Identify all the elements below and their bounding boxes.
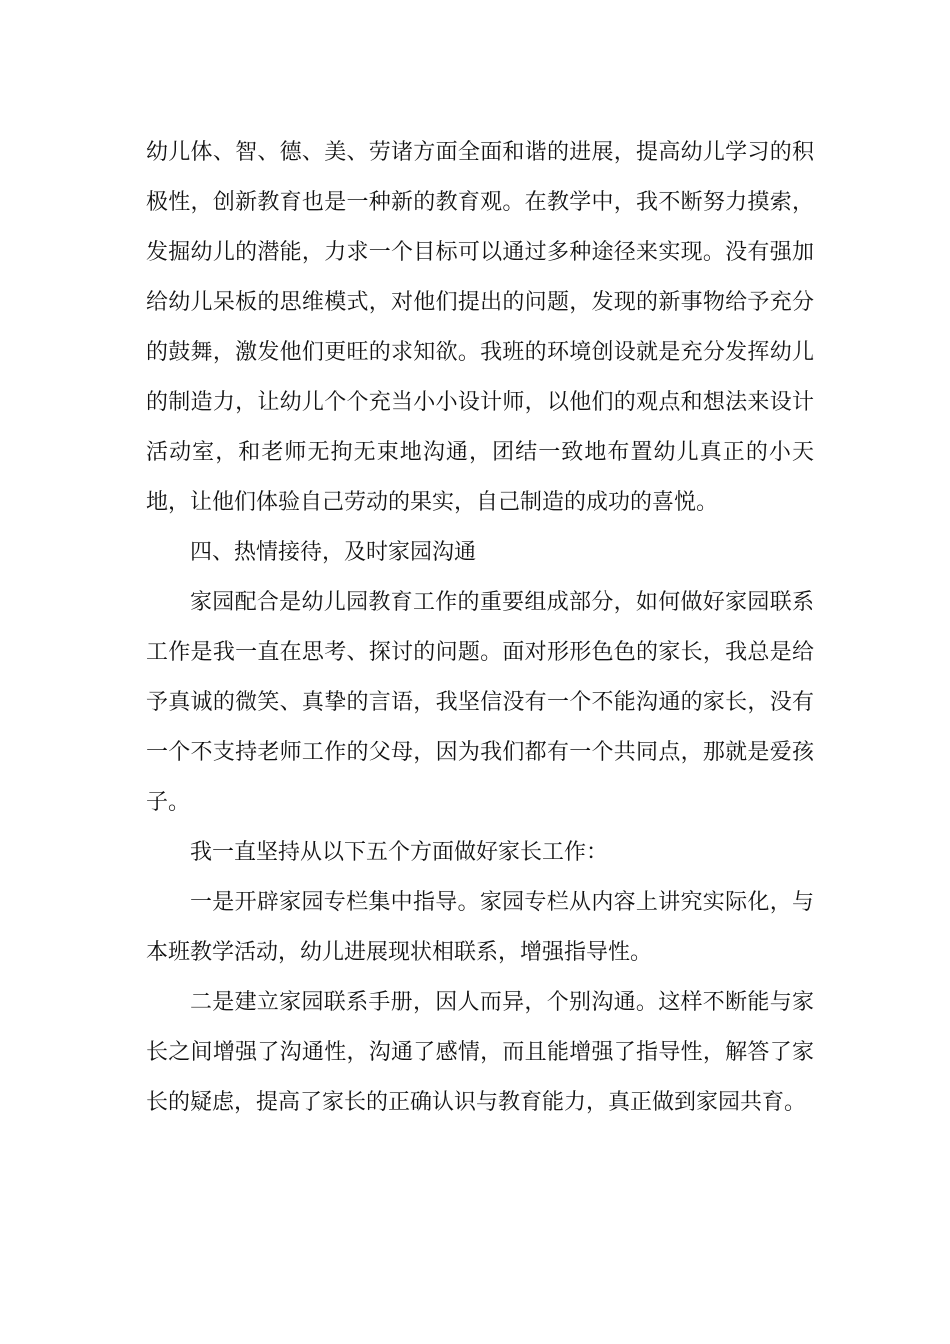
document-body [146,128,814,1128]
paragraph: 一是开辟家园专栏集中指导。家园专栏从内容上讲究实际化，与本班教学活动，幼儿进展现状相联系，增强指导性。 [146,890,814,965]
paragraph-continuation: 幼儿体、智、德、美、劳诸方面全面和谐的进展，提高幼儿学习的积极性，创新教育也是一种新的教育观。在教学中，我不断努力摸索，发掘幼儿的潜能，力求一个目标可以通过多种途径来实现。没有强加给幼儿呆板的思维模式，对他们提出的问题，发现的新事物给予充分的鼓舞，激发他们更旺的求知欲。我班的环境创设就是充分发挥幼儿的制造力，让幼儿个个充当小小设计师，以他们的观点和想法来设计活动室，和老师无拘无束地沟通，团结一致地布置幼儿真正的小天地，让他们体验自己劳动的果实，自己制造的成功的喜悦。 [146,140,814,515]
paragraph: 二是建立家园联系手册，因人而异，个别沟通。这样不断能与家长之间增强了沟通性，沟通了感情，而且能增强了指导性，解答了家长的疑虑，提高了家长的正确认识与教育能力，真正做到家园共育。 [146,990,814,1115]
paragraph: 家园配合是幼儿园教育工作的重要组成部分，如何做好家园联系工作是我一直在思考、探讨的问题。面对形形色色的家长，我总是给予真诚的微笑、真挚的言语，我坚信没有一个不能沟通的家长，没有一个不支持老师工作的父母，因为我们都有一个共同点，那就是爱孩子。 [146,590,814,815]
paragraph: 我一直坚持从以下五个方面做好家长工作： [190,840,609,865]
section-heading: 四、热情接待，及时家园沟通 [190,540,477,565]
